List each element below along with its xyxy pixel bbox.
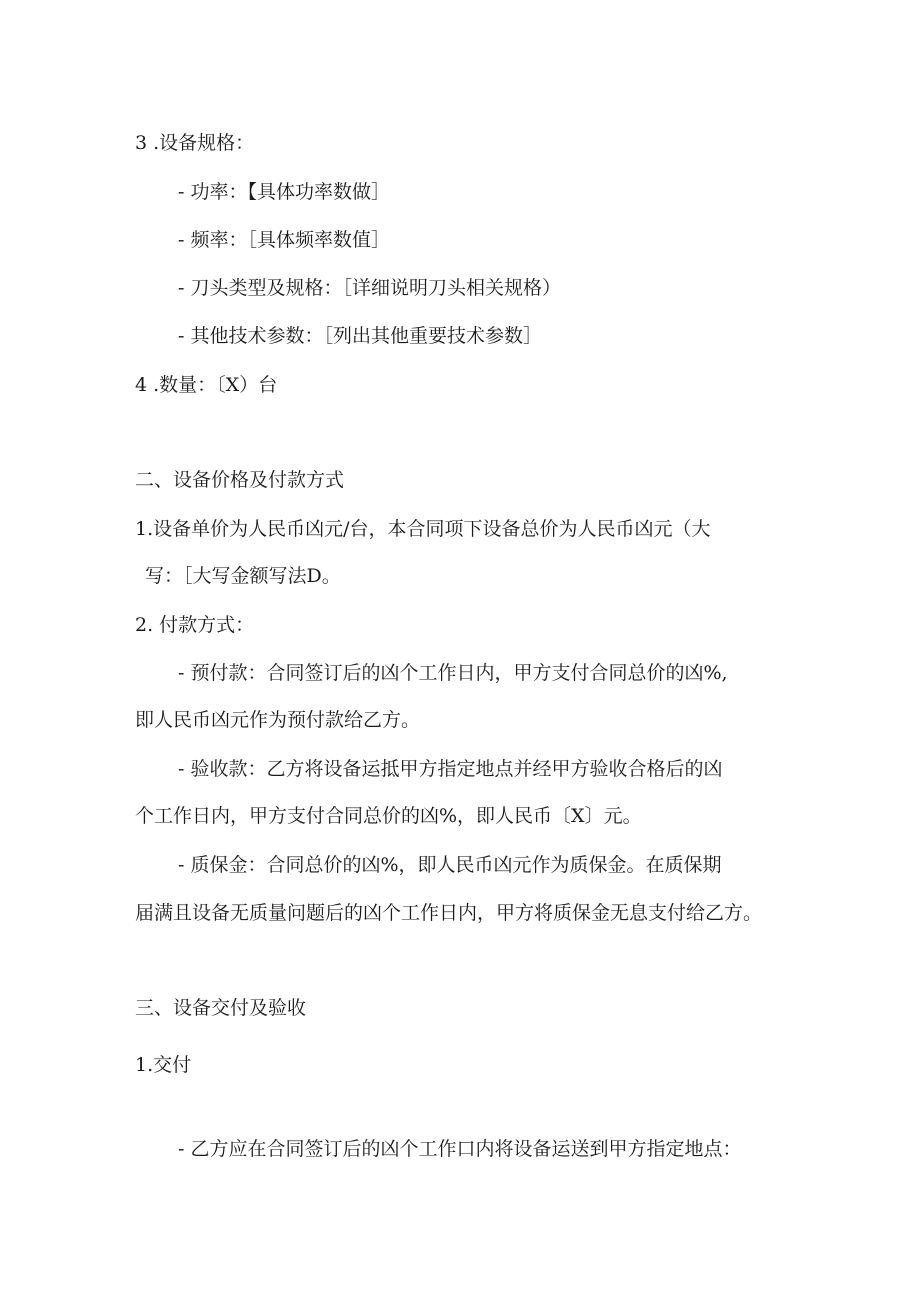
- price-line1: 1.设备单价为人民币凶元/台，本合同项下设备总价为人民币凶元（大: [135, 518, 711, 540]
- section2-title: 二、设备价格及付款方式: [135, 469, 345, 491]
- prepay-line1: - 预付款：合同签订后的凶个工作日内，甲方支付合同总价的凶%,: [178, 662, 728, 684]
- accept-line1: - 验收款：乙方将设备运抵甲方指定地点并经甲方验收合格后的凶: [178, 758, 723, 780]
- accept-line2: 个工作日内，甲方支付合同总价的凶%，即人民币〔X〕元。: [135, 805, 642, 827]
- quantity: 4 .数量：〔X）台: [135, 374, 278, 396]
- spec-other: - 其他技术参数：［列出其他重要技术参数］: [178, 325, 542, 347]
- payment-heading: 2. 付款方式：: [135, 614, 255, 636]
- price-line2: 写：［大写金额写法D。: [145, 565, 341, 587]
- delivery-line: - 乙方应在合同签订后的凶个工作口内将设备运送到甲方指定地点：: [178, 1138, 742, 1160]
- spec-power: - 功率：【具体功率数做］: [178, 181, 390, 203]
- spec-frequency: - 频率：［具体频率数值］: [178, 229, 390, 251]
- delivery-heading: 1.交付: [135, 1054, 192, 1076]
- spec-heading: 3 .设备规格：: [135, 132, 255, 154]
- spec-blade: - 刀头类型及规格：［详细说明刀头相关规格）: [178, 277, 561, 299]
- warranty-line1: - 质保金：合同总价的凶%，即人民币凶元作为质保金。在质保期: [178, 854, 722, 876]
- warranty-line2: 届满且设备无质量问题后的凶个工作日内，甲方将质保金无息支付给乙方。: [135, 902, 763, 924]
- prepay-line2: 即人民币凶元作为预付款给乙方。: [135, 709, 421, 731]
- section3-title: 三、设备交付及验收: [135, 997, 307, 1019]
